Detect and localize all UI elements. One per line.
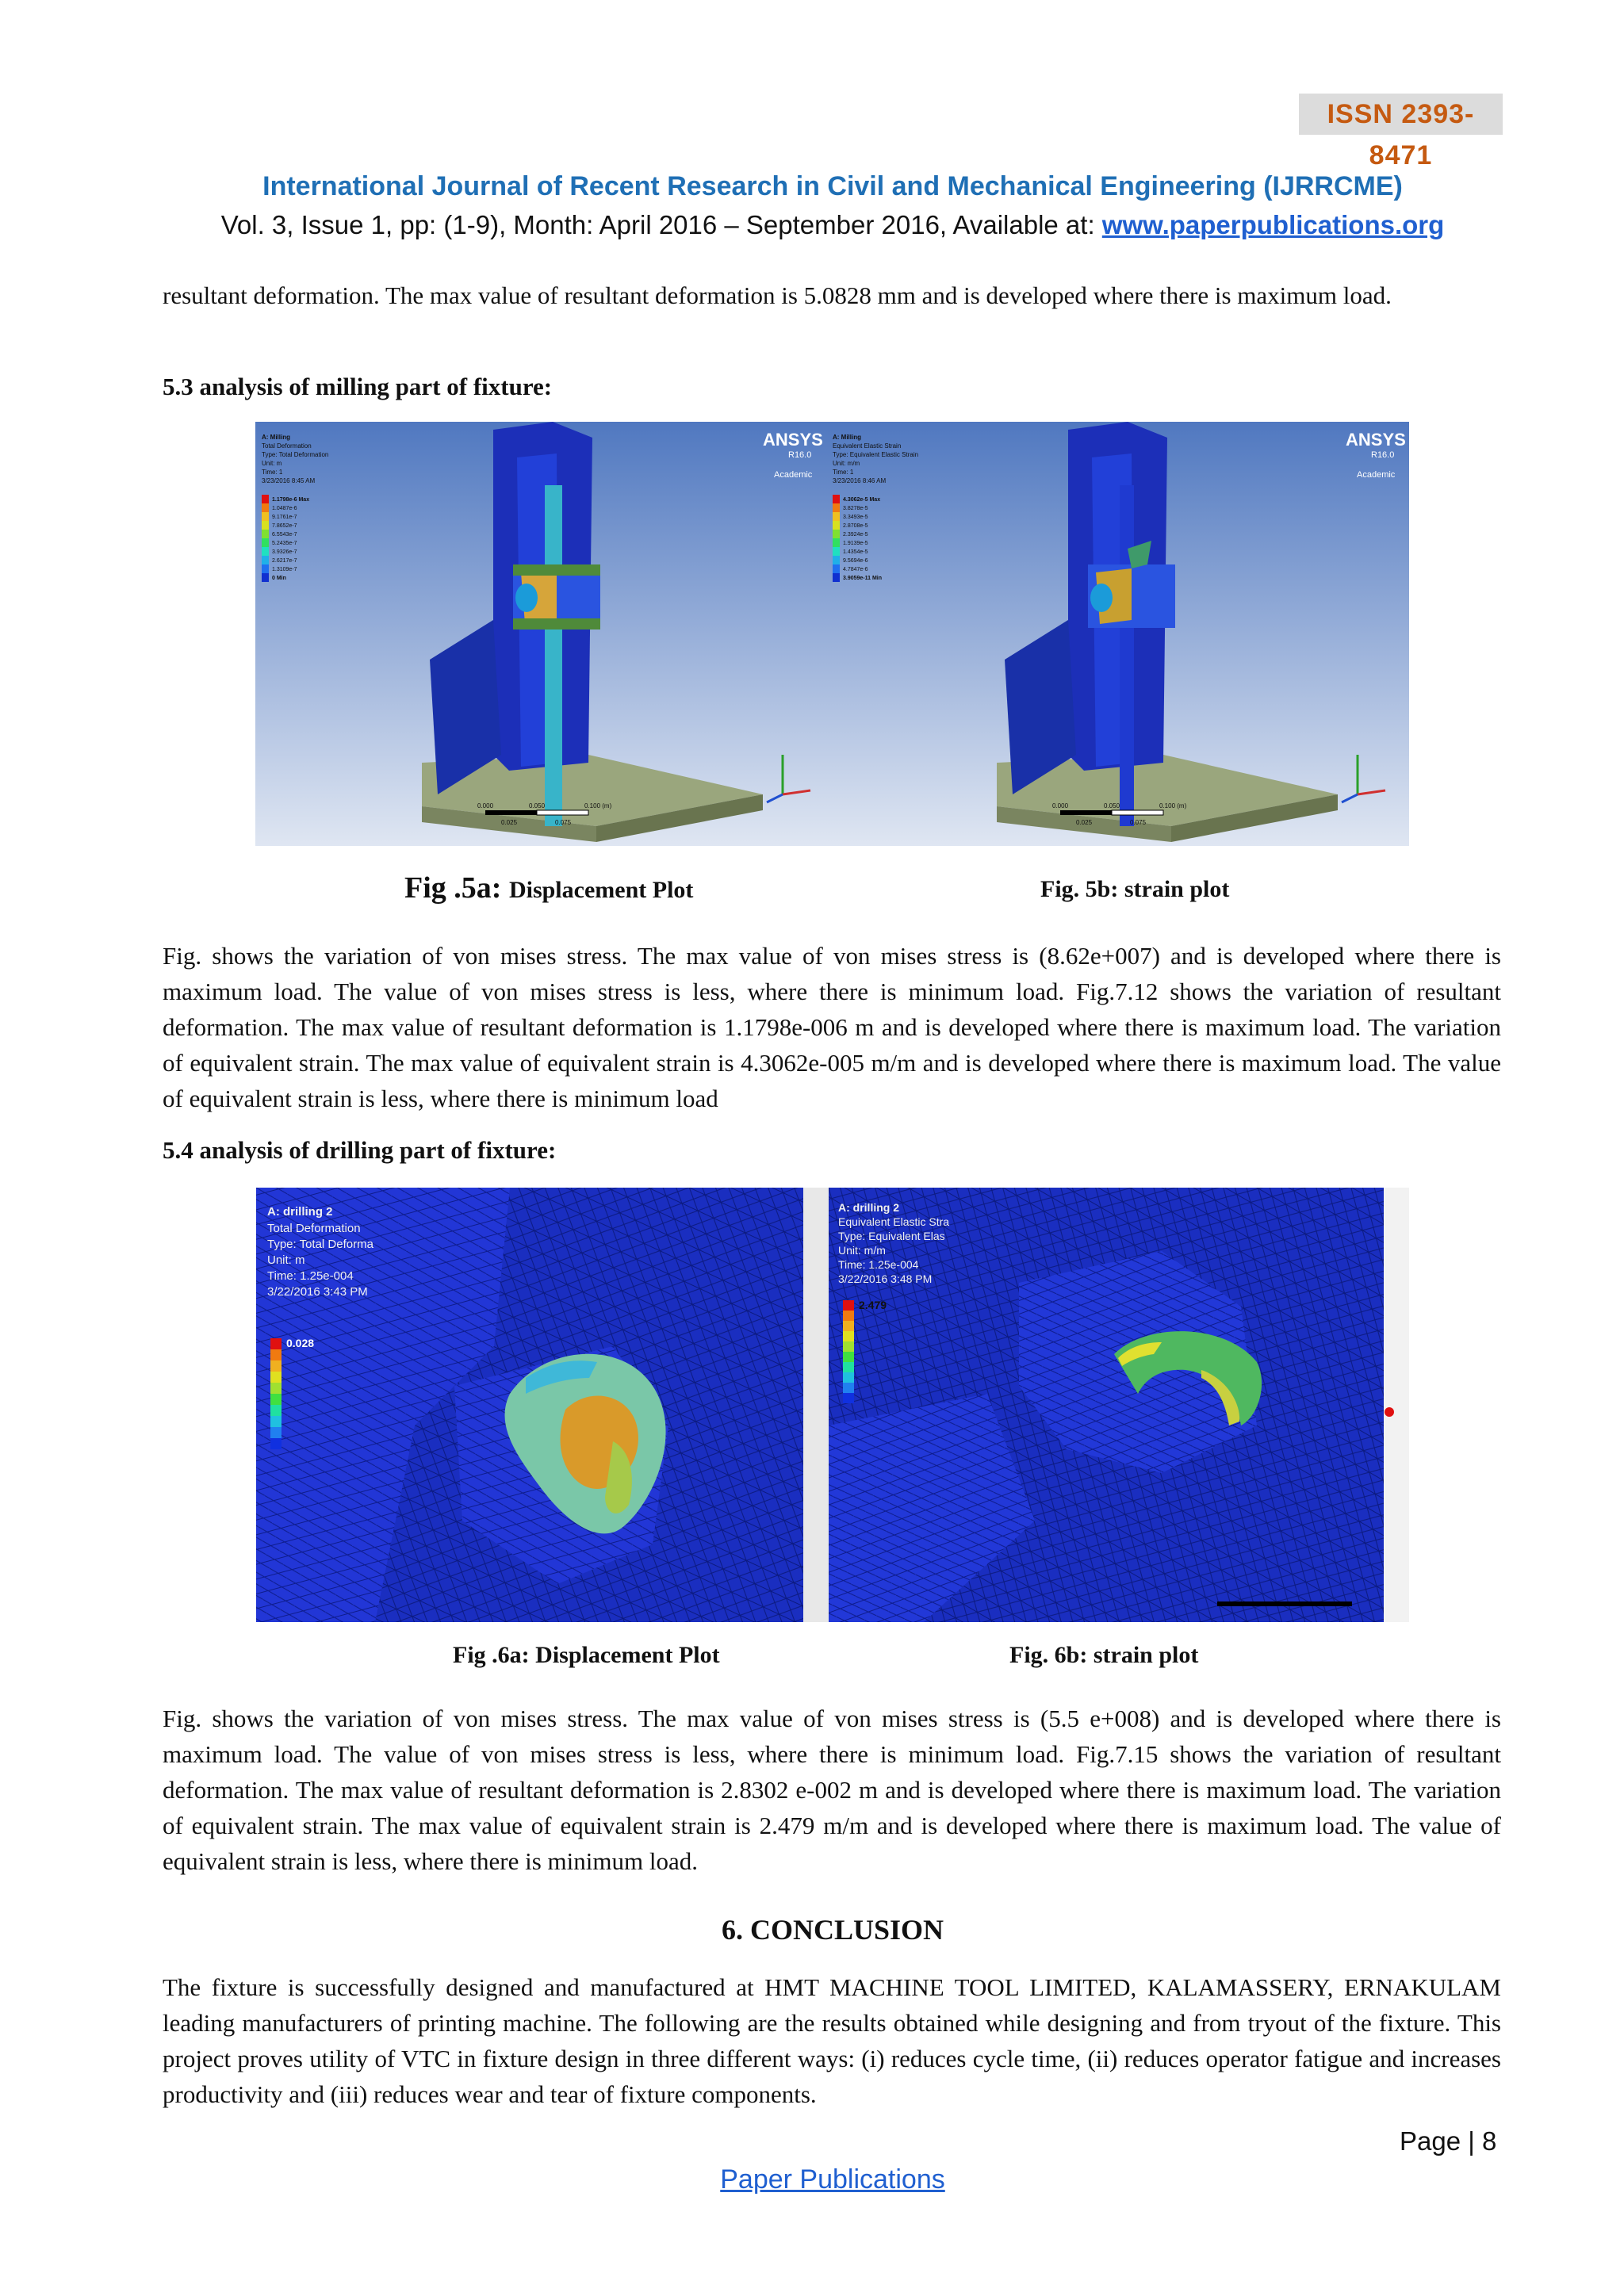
svg-text:0.000: 0.000 [477,802,494,809]
website-link[interactable]: www.paperpublications.org [1101,210,1445,239]
legend-label: 3.9059e-11 Min [843,576,883,581]
fig5a-info-line: Total Deformation [262,442,312,450]
fig6b-info-line: Unit: m/m [838,1244,886,1257]
legend-swatch [262,564,269,573]
fig5a-info-line: 3/23/2016 8:45 AM [262,477,316,484]
legend-swatch [262,521,269,530]
fig6a-info-line: 3/22/2016 3:43 PM [267,1285,368,1299]
ansys-logo: ANSYS [1346,430,1406,450]
legend-swatch [262,530,269,538]
fig5a-caption [404,871,693,905]
publisher-link[interactable]: Paper Publications [720,2164,945,2195]
fig6a-title: A: drilling 2 [267,1205,333,1219]
legend-label: 1.0487e-6 [272,506,297,511]
fig6a-info-line: Time: 1.25e-004 [267,1269,354,1283]
legend-label: 3.8278e-5 [843,506,868,511]
intro-paragraph: resultant deformation. The max value of resultant deformation is 5.0828 mm and is developed where there is maximum load. [163,281,1392,309]
journal-title: International Journal of Recent Research in Civil and Mechanical Engineering (IJRRCME) [262,171,1403,201]
legend-swatch [262,547,269,556]
legend-label: 4.7847e-6 [843,567,868,572]
section-6-heading: 6. CONCLUSION [721,1914,944,1946]
legend-label: 3.3493e-5 [843,515,868,520]
legend-label: 4.3062e-5 Max [843,497,881,503]
ansys-version: R16.0 [788,450,812,460]
fig5a-title: A: Milling [262,434,290,441]
legend-label: 9.5694e-6 [843,558,868,564]
fig6a-info-line: Unit: m [267,1253,305,1267]
legend-swatch [833,573,840,582]
fig5b-info-line: Equivalent Elastic Strain [833,442,902,450]
svg-text:2.479: 2.479 [859,1299,887,1311]
legend-swatch [262,495,269,503]
fig5a-info-line: Type: Total Deformation [262,451,329,458]
figure-5a-displacement-plot [255,422,826,846]
ansys-edition: Academic [1357,470,1396,480]
svg-text:0.075: 0.075 [555,819,572,826]
fig6b-info-line: Time: 1.25e-004 [838,1258,919,1271]
volume-info [0,210,1624,240]
svg-text:0.050: 0.050 [1104,802,1120,809]
ansys-logo: ANSYS [763,430,823,450]
legend-swatch [262,503,269,512]
paragraph-drilling-results: Fig. shows the variation of von mises stress. The max value of von mises stress is (5.5 e+008) and is developed where there is maximum load. The value of von mises stress is less, where there is minimum load. Fig.7.15 shows the variation of resultant deformation. The max value of resultant deformation is 2.8302 e-002 m and is developed where there is maximum load. The variation of equivalent strain. The max value of equivalent strain is 2.479 m/m and is developed where there is maximum load. The value of equivalent strain is less, where there is minimum load. [163,1705,1501,1875]
issn-badge: ISSN 2393-8471 [1299,94,1503,135]
fig5b-info-line: Unit: m/m [833,460,860,467]
legend-label: 2.8708e-5 [843,523,868,529]
legend-swatch [833,538,840,547]
svg-text:0.028: 0.028 [286,1337,315,1349]
fig5a-info-line: Time: 1 [262,469,283,476]
svg-text:0.075: 0.075 [1130,819,1147,826]
fig5b-title: A: Milling [833,434,861,441]
legend-swatch [262,573,269,582]
svg-text:0.100 (m): 0.100 (m) [1159,802,1187,809]
fig6b-info-line: Type: Equivalent Elas [838,1230,945,1242]
ansys-edition: Academic [774,470,813,480]
fig5a-caption-prefix: Fig .5a: [404,871,509,905]
fig6b-title: A: drilling 2 [838,1201,899,1214]
legend-label: 1.1798e-6 Max [272,497,310,503]
legend-label: 6.5543e-7 [272,532,297,538]
legend-label: 3.9326e-7 [272,549,297,555]
fig6b-caption: Fig. 6b: strain plot [1009,1642,1199,1668]
figure-6b-strain-plot [829,1188,1409,1622]
conclusion-paragraph: The fixture is successfully designed and manufactured at HMT MACHINE TOOL LIMITED, KALAMASSERY, ERNAKULAM leading manufacturers of printing machine. The following are the results obtained while designing and from tryout of the fixture. This project proves utility of VTC in fixture design in three different ways: (i) reduces cycle time, (ii) reduces operator fatigue and increases productivity and (iii) reduces wear and tear of fixture components. [163,1973,1501,2108]
ansys-version: R16.0 [1371,450,1395,460]
svg-text:0.100 (m): 0.100 (m) [584,802,612,809]
legend-swatch [262,538,269,547]
legend-swatch [833,547,840,556]
legend-label: 2.6217e-7 [272,558,297,564]
section-5-4-heading: 5.4 analysis of drilling part of fixture: [163,1136,557,1164]
legend-label: 0 Min [272,576,286,581]
legend-label: 1.9139e-5 [843,541,868,546]
fig5b-info-line: Type: Equivalent Elastic Strain [833,451,919,458]
legend-label: 5.2435e-7 [272,541,297,546]
legend-swatch [833,512,840,521]
fig6a-caption: Fig .6a: Displacement Plot [453,1642,720,1668]
fig5b-info-line: 3/23/2016 8:46 AM [833,477,887,484]
figure-5b-strain-plot [826,422,1409,846]
figure-6a-displacement-plot [256,1188,829,1622]
fig5a-info-line: Unit: m [262,460,282,467]
legend-swatch [833,530,840,538]
footer [0,2164,1624,2195]
fig6a-info-line: Type: Total Deforma [267,1238,373,1251]
paragraph-milling-results: Fig. shows the variation of von mises stress. The max value of von mises stress is (8.62e+007) and is developed where there is maximum load. The value of von mises stress is less, where there is minimum load. Fig.7.12 shows the variation of resultant deformation. The max value of resultant deformation is 1.1798e-006 m and is developed where there is maximum load. The variation of equivalent strain. The max value of equivalent strain is 4.3062e-005 m/m and is developed where there is maximum load. The value of equivalent strain is less, where there is minimum load [163,942,1501,1112]
legend-swatch [833,556,840,564]
legend-swatch [833,564,840,573]
fig6a-info-line: Total Deformation [267,1222,361,1235]
page-number: Page | 8 [1400,2126,1497,2156]
legend-label: 1.3109e-7 [272,567,297,572]
legend-swatch [833,503,840,512]
section-5-3-heading: 5.3 analysis of milling part of fixture: [163,373,553,400]
svg-text:0.025: 0.025 [501,819,518,826]
svg-text:0.000: 0.000 [1052,802,1069,809]
fig5b-info-line: Time: 1 [833,469,854,476]
volume-text: Vol. 3, Issue 1, pp: (1-9), Month: April 2016 – September 2016, Available at: [220,210,1102,239]
legend-swatch [833,495,840,503]
legend-label: 9.1761e-7 [272,515,297,520]
fig5a-caption-text: Displacement Plot [508,877,694,903]
legend-swatch [833,521,840,530]
legend-label: 7.8652e-7 [272,523,297,529]
fig6b-info-line: Equivalent Elastic Stra [838,1215,950,1228]
legend-swatch [262,556,269,564]
fig5b-caption: Fig. 5b: strain plot [1040,876,1230,902]
svg-text:0.025: 0.025 [1076,819,1093,826]
fig6b-info-line: 3/22/2016 3:48 PM [838,1272,933,1285]
legend-swatch [262,512,269,521]
legend-label: 2.3924e-5 [843,532,868,538]
svg-text:0.050: 0.050 [529,802,546,809]
legend-label: 1.4354e-5 [843,549,868,555]
